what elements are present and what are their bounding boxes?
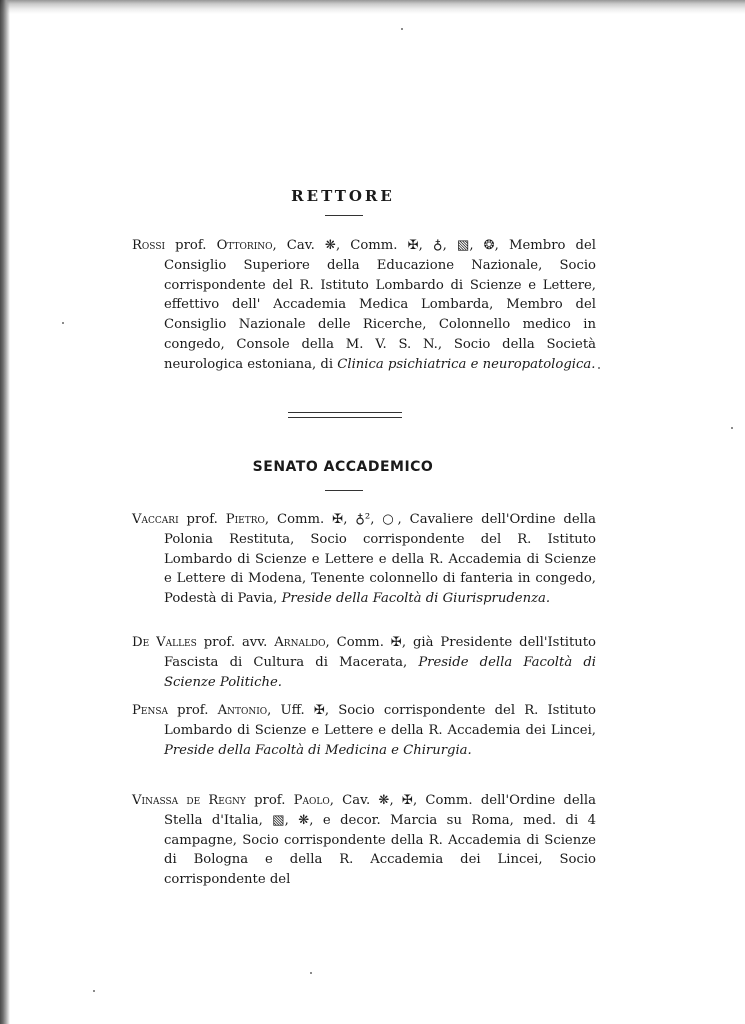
senate-member-entry	[132, 510, 596, 609]
member-first-name: Antonio	[217, 703, 268, 718]
member-surname: De Valles	[132, 635, 197, 650]
senate-member-entry	[132, 791, 596, 890]
member-title-prefix: prof.	[254, 793, 286, 808]
senato-rule	[325, 490, 363, 491]
scan-top-edge	[0, 0, 745, 14]
member-first-name: Arnaldo	[274, 635, 326, 650]
rettore-role: Clinica psichiatrica e neuropatologica.	[337, 356, 596, 372]
member-first-name: Paolo	[293, 793, 330, 808]
rettore-surname: Rossi	[132, 238, 166, 253]
member-first-name: Pietro	[225, 512, 265, 527]
scan-speck	[93, 990, 95, 992]
member-text: , Uff. ✠, Socio corrispondente del R. Istituto Lombardo di Scienze e Lettere e della R. Accademia dei Lincei,	[164, 703, 596, 738]
scan-speck	[62, 322, 64, 324]
scan-left-edge	[0, 0, 10, 1024]
rettore-heading: RETTORE	[291, 187, 395, 205]
section-divider	[288, 412, 402, 418]
member-text: , Comm. ✠, ♁², ○, Cavaliere dell'Ordine della Polonia Restituta, Socio corrispondente del R. Istituto Lombardo di Scienze e Lettere e della R. Accademia di Scienze e Lettere di Modena, Tenente colonnello di fanteria in congedo, Podestà di Pavia,	[164, 512, 596, 607]
senate-member-entry	[132, 633, 596, 692]
member-text: , Comm. ✠, già Presidente dell'Istituto Fascista di Cultura di Macerata,	[164, 635, 597, 670]
member-title-prefix: prof.	[177, 703, 209, 718]
member-surname: Vaccari	[132, 512, 179, 527]
member-role: Preside della Facoltà di Giurisprudenza.	[281, 591, 551, 607]
member-surname: Pensa	[132, 703, 168, 718]
rettore-rule	[325, 215, 363, 216]
member-role: Preside della Facoltà di Scienze Politiche.	[164, 654, 596, 690]
scan-speck	[598, 367, 600, 369]
scan-speck	[401, 28, 403, 30]
rettore-entry	[132, 236, 596, 375]
member-surname: Vinassa de Regny	[132, 793, 246, 808]
senate-member-entry	[132, 701, 596, 760]
scan-speck	[310, 972, 312, 974]
member-text: , Cav. ❋, ✠, Comm. dell'Ordine della Stella d'Italia, ▧, ❋, e decor. Marcia su Roma, med. di 4 campagne, Socio corrispondente della R. Accademia di Scienze di Bologna e della R. Accademia dei Lincei, Socio corrispondente del	[164, 793, 596, 888]
rettore-text: , Cav. ❋, Comm. ✠, ♁, ▧, ❂, Membro del Consiglio Superiore della Educazione Nazionale, Socio corrispondente del R. Istituto Lombardo di Scienze e Lettere, effettivo dell' Accademia Medica Lombarda, Membro del Consiglio Nazionale delle Ricerche, Colonnello medico in congedo, Console della M. V. S. N., Socio della Società neurologica estoniana, di	[164, 238, 596, 372]
senato-heading: SENATO ACCADEMICO	[252, 459, 434, 475]
member-title-prefix: prof. avv.	[203, 635, 268, 650]
scan-speck	[731, 427, 733, 429]
rettore-title-prefix: prof.	[175, 238, 207, 253]
rettore-first-name: Ottorino	[216, 238, 273, 253]
member-role: Preside della Facoltà di Medicina e Chirurgia.	[164, 742, 472, 758]
member-title-prefix: prof.	[186, 512, 218, 527]
